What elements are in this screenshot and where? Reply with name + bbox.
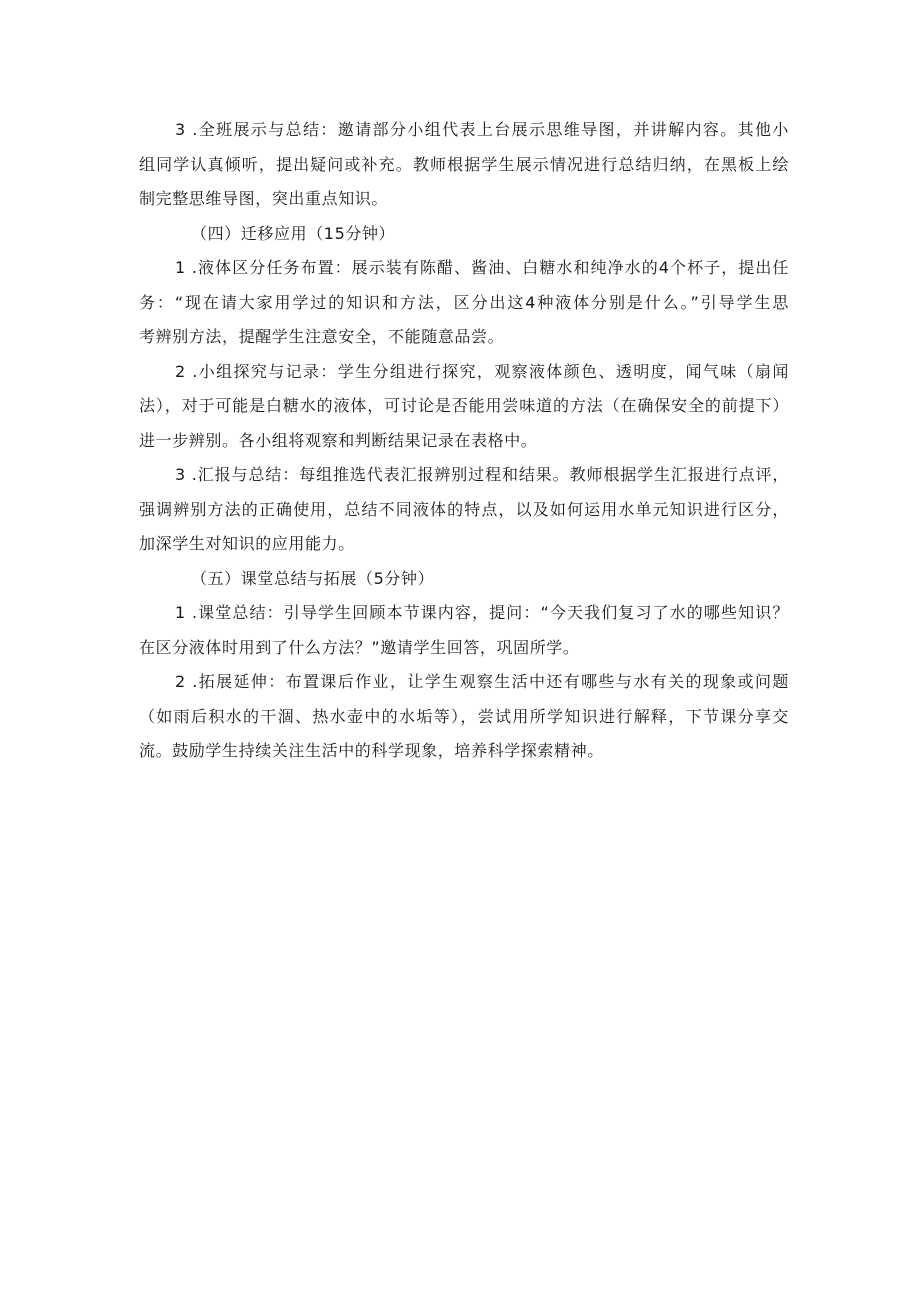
paragraph-1-task-line-2: 务：“现在请大家用学过的知识和方法，区分出这4种液体分别是什么。”引导学生思 — [139, 292, 789, 312]
paragraph-3-summary-line-2: 组同学认真倾听，提出疑问或补充。教师根据学生展示情况进行总结归纳，在黑板上绘 — [139, 154, 789, 174]
paragraph-1-task-line-1: 1 .液体区分任务布置：展示装有陈醋、酱油、白糖水和纯净水的4个杯子，提出任 — [175, 258, 789, 277]
paragraph-2-explore-line-3: 进一步辨别。各小组将观察和判断结果记录在表格中。 — [139, 430, 538, 450]
section-heading-class-summary: （五）课堂总结与拓展（5分钟） — [191, 568, 435, 588]
paragraph-1-review-line-1: 1 .课堂总结：引导学生回顾本节课内容，提问：“今天我们复习了水的哪些知识？ — [175, 603, 789, 622]
paragraph-3-report-line-2: 强调辨别方法的正确使用，总结不同液体的特点，以及如何运用水单元知识进行区分， — [139, 499, 789, 519]
paragraph-2-explore-line-1: 2 .小组探究与记录：学生分组进行探究，观察液体颜色、透明度，闻气味（扇闻 — [175, 361, 789, 381]
paragraph-2-explore-line-2: 法），对于可能是白糖水的液体，可讨论是否能用尝味道的方法（在确保安全的前提下） — [139, 396, 789, 415]
paragraph-1-review-line-2: 在区分液体时用到了什么方法？”邀请学生回答，巩固所学。 — [139, 637, 580, 657]
paragraph-3-summary-line-3: 制完整思维导图，突出重点知识。 — [139, 189, 389, 208]
paragraph-3-report-line-3: 加深学生对知识的应用能力。 — [139, 534, 355, 553]
paragraph-3-report-line-1: 3 .汇报与总结：每组推选代表汇报辨别过程和结果。教师根据学生汇报进行点评， — [175, 465, 789, 484]
paragraph-3-summary-line-1: 3 .全班展示与总结：邀请部分小组代表上台展示思维导图，并讲解内容。其他小 — [175, 120, 789, 139]
paragraph-2-extension-line-3: 流。鼓励学生持续关注生活中的科学现象，培养科学探索精神。 — [139, 741, 604, 760]
paragraph-2-extension-line-2: （如雨后积水的干涸、热水壶中的水垢等），尝试用所学知识进行解释，下节课分享交 — [139, 706, 789, 726]
document-body — [139, 113, 789, 769]
paragraph-1-task-line-3: 考辨别方法，提醒学生注意安全，不能随意品尝。 — [139, 327, 505, 346]
section-heading-transfer-application: （四）迁移应用（15分钟） — [191, 223, 396, 243]
paragraph-2-extension-line-1: 2 .拓展延伸：布置课后作业，让学生观察生活中还有哪些与水有关的现象或问题 — [175, 672, 789, 691]
